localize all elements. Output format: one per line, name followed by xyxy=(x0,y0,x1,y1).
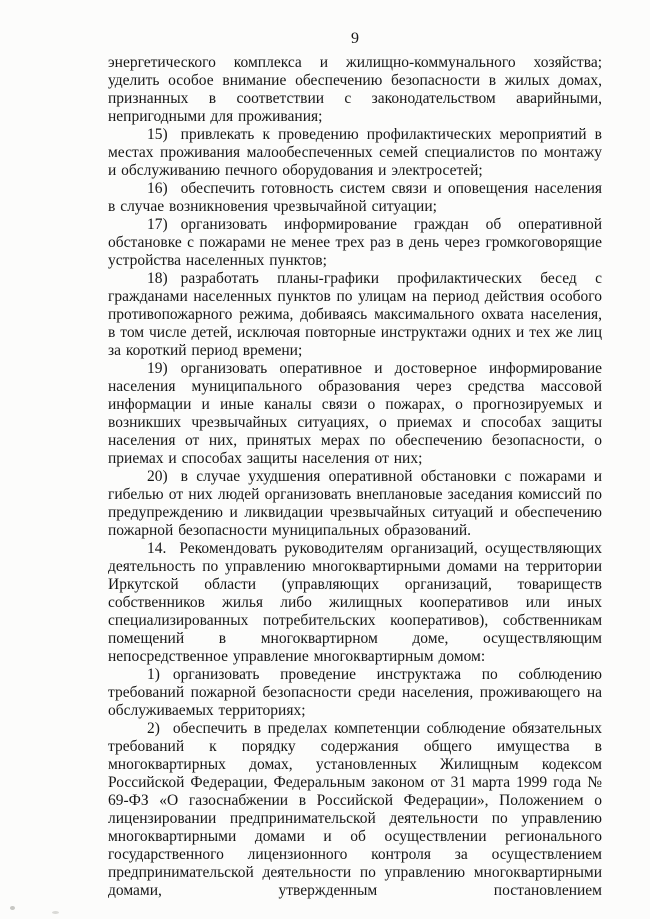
page-number: 9 xyxy=(351,30,359,47)
paragraph xyxy=(108,666,602,720)
paragraph-number: 20) xyxy=(147,468,168,485)
document-body xyxy=(108,54,602,900)
paragraph-number: 1) xyxy=(147,666,160,683)
paragraph-number: 15) xyxy=(147,126,168,143)
paragraph xyxy=(108,468,602,540)
paragraph-number: 2) xyxy=(147,720,160,737)
paragraph xyxy=(108,360,602,468)
paragraph xyxy=(108,216,602,270)
paragraph xyxy=(108,720,602,900)
paragraph-number: 14. xyxy=(147,540,167,557)
paragraph-text: привлекать к проведению профилактических мероприятий в местах проживания малообеспеченных семей специалистов по монтажу и обслуживанию печного оборудования и электросетей; xyxy=(108,126,602,179)
paragraph xyxy=(108,540,602,666)
paragraph xyxy=(108,54,602,126)
paragraph-number: 19) xyxy=(147,360,168,377)
paragraph-text: обеспечить готовность систем связи и оповещения населения в случае возникновения чрезвычайной ситуации; xyxy=(108,180,602,215)
paragraph xyxy=(108,270,602,360)
paragraph xyxy=(108,180,602,216)
paragraph-text: энергетического комплекса и жилищно-коммунального хозяйства; уделить особое внимание обеспечению безопасности в жилых домах, признанных в соответствии с законодательством аварийными, непригодными для проживания; xyxy=(108,54,602,125)
paragraph-text: обеспечить в пределах компетенции соблюдение обязательных требований к порядку содержания общего имущества в многоквартирных домах, установленных Жилищным кодексом Российской Федерации, Федеральным законом от 31 марта 1999 года № 69-ФЗ «О газоснабжении в Российской Федерации», Положением о лицензировании предпринимательской деятельности по управлению многоквартирными домами и об осуществлении регионального государственного лицензионного контроля за осуществлением предпринимательской деятельности по управлению многоквартирными домами, утвержденным постановлением xyxy=(108,720,602,899)
document-content xyxy=(108,30,602,900)
paragraph-number: 18) xyxy=(147,270,168,287)
paragraph-number: 17) xyxy=(147,216,168,233)
paragraph-text: Рекомендовать руководителям организаций, осуществляющих деятельность по управлению многоквартирными домами на территории Иркутской области (управляющих организаций, товариществ собственников жилья либо жилищных кооперативов или иных специализированных потребительских кооперативов), собственникам помещений в многоквартирном доме, осуществляющим непосредственное управление многоквартирным домом: xyxy=(108,540,602,665)
scan-speck xyxy=(10,906,15,910)
paragraph xyxy=(108,126,602,180)
paragraph-text: в случае ухудшения оперативной обстановки с пожарами и гибелью от них людей организовать внеплановые заседания комиссий по предупреждению и ликвидации чрезвычайных ситуаций и обеспечению пожарной безопасности муниципальных образований. xyxy=(108,468,602,539)
paragraph-text: организовать оперативное и достоверное информирование населения муниципального образования через средства массовой информации и иные каналы связи о пожарах, о прогнозируемых и возникших чрезвычайных ситуациях, о приемах и способах защиты населения от них, принятых мерах по обеспечению безопасности, о приемах и способах защиты населения от них; xyxy=(108,360,602,467)
paragraph-text: организовать проведение инструктажа по соблюдению требований пожарной безопасности среди населения, проживающего на обслуживаемых территориях; xyxy=(108,666,602,719)
paragraph-text: разработать планы-графики профилактических бесед с гражданами населенных пунктов по улицам на период действия особого противопожарного режима, добиваясь максимального охвата населения, в том числе детей, исключая повторные инструктажи одних и тех же лиц за короткий период времени; xyxy=(108,270,602,359)
scan-speck xyxy=(52,911,59,914)
paragraph-number: 16) xyxy=(147,180,168,197)
paragraph-text: организовать информирование граждан об оперативной обстановке с пожарами не менее трех раз в день через громкоговорящие устройства населенных пунктов; xyxy=(108,216,602,269)
